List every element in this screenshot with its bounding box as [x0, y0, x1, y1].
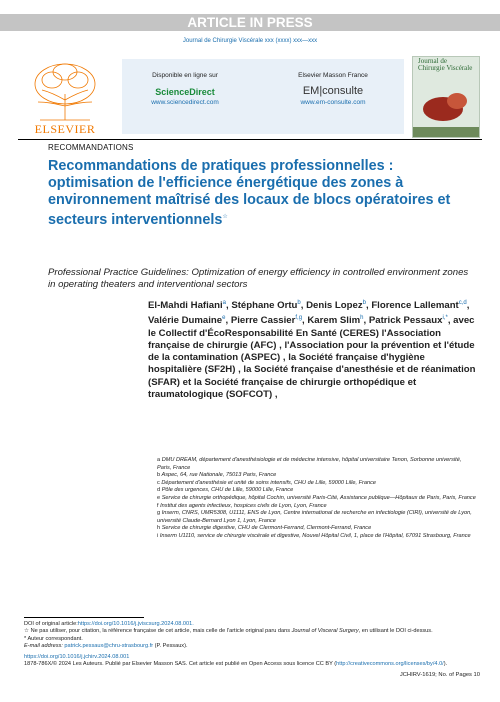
- affiliation-item: g Inserm, CNRS, UMR5308, U1111, ENS de Lyon, Centre international de recherche en infectiologie (CIRI), université de Lyon, université Claude-Bernard Lyon 1, Lyon, France: [157, 510, 472, 524]
- affiliation-item: a DMU DREAM, département d'anesthésiologie et de médecine intensive, hôpital universitaire Tenon, Sorbonne université, Paris, France: [157, 457, 462, 471]
- author-name: Pierre Cassier: [230, 315, 296, 327]
- author-sup[interactable]: b: [297, 300, 301, 306]
- article-id: JCHIRV-1619;: [399, 672, 437, 678]
- header-divider: [18, 139, 482, 140]
- affiliation-item: i Inserm U1110, service de chirurgie viscérale et digestive, Nouvel Hôpital Civil, 1, place de l'Hôpital, 67091 Strasbourg, France: [157, 532, 471, 539]
- affiliation-item: h Service de chirurgie digestive, CHU de Clermont-Ferrand, Clermont-Ferrand, France: [157, 525, 372, 532]
- journal-reference: Journal de Chirurgie Viscérale xxx (xxxx) xxx—xxx: [182, 38, 318, 44]
- author-name: Florence Lallemant: [371, 300, 459, 312]
- author-sup[interactable]: h: [360, 315, 364, 322]
- author-name: Patrick Pessaux: [368, 315, 443, 327]
- collective-authors: avec le Collectif d'ÉcoResponsabilité En Santé (CERES) l'Association française de chirurgie (AFC) , l'Association pour la prévention et l'étude de la contamination (ASPEC) , la Société française d'hygiène hospitalière (SF2H) , la Société française d'anesthésie et de réanimation (SFAR) et la Société française de chirurgie orthopédique et traumatologique (SOFCOT) ,: [148, 315, 476, 400]
- affiliation-item: b Aspec, 64, rue Nationale, 75013 Paris, France: [157, 472, 277, 479]
- page-count: No. of Pages 10: [438, 672, 480, 678]
- author-name: Karem Slim: [307, 315, 361, 327]
- author-name: Valérie Dumaine: [148, 315, 223, 327]
- affiliation-item: d Pôle des urgences, CHU de Lille, 59000 Lille, France: [157, 487, 294, 494]
- sciencedirect-logo: ScienceDirect: [155, 87, 215, 97]
- emconsulte-link[interactable]: www.em-consulte.com: [300, 99, 366, 106]
- author-name: Stéphane Ortu: [231, 300, 298, 312]
- affiliation-item: c Département d'anesthésie et unité de soins intensifs, CHU de Lille, 59000 Lille, France: [157, 479, 377, 486]
- affiliation-item: f Institut des agents infectieux, hospices civils de Lyon, Lyon, France: [157, 502, 327, 509]
- author-sup[interactable]: i,*: [442, 315, 448, 322]
- author-sup[interactable]: e: [222, 315, 226, 322]
- available-online-label: Disponible en ligne sur: [152, 72, 218, 79]
- article-title-text: Recommandations de pratiques professionnelles : optimisation de l'efficience énergétique des zones à environnement maîtrisé des locaux de blocs opératoires et secteurs interventionnels: [48, 158, 451, 228]
- author-name: El-Mahdi Hafiani: [148, 300, 223, 312]
- footnote-divider: [24, 617, 144, 618]
- corresponding-note: * Auteur correspondant.: [24, 635, 83, 642]
- article-subtitle: Professional Practice Guidelines: Optimization of energy efficiency in controlled environment zones in operating theaters and interventional sectors: [48, 267, 469, 290]
- title-star-note[interactable]: ☆: [222, 214, 228, 220]
- article-in-press-banner: ARTICLE IN PRESS: [0, 14, 500, 31]
- emconsulte-logo: EM|consulte: [302, 85, 364, 97]
- emconsulte-block: [268, 72, 398, 106]
- doi-original-link[interactable]: https://doi.org/10.1016/j.jviscsurg.2024.08.001.: [77, 621, 194, 627]
- author-sup[interactable]: a: [222, 300, 226, 306]
- section-label: RECOMMANDATIONS: [48, 143, 134, 152]
- sciencedirect-link[interactable]: www.sciencedirect.com: [151, 99, 219, 106]
- article-title: [48, 158, 478, 229]
- elsevier-wordmark: ELSEVIER: [34, 122, 96, 136]
- publisher-label: Elsevier Masson France: [298, 72, 368, 79]
- author-name: Denis Lopez: [306, 300, 363, 312]
- email-link[interactable]: patrick.pessaux@chru-strasbourg.fr: [64, 643, 154, 650]
- affiliation-item: e Service de chirurgie orthopédique, hôpital Cochin, université Paris-Cité, Assistance publique—Hôpitaux de Paris, Paris, France: [157, 494, 476, 501]
- license-link[interactable]: http://creativecommons.org/licenses/by/4.0/: [336, 661, 444, 668]
- doi-link[interactable]: https://doi.org/10.1016/j.jchirv.2024.08.001: [24, 653, 130, 660]
- footnotes: [24, 621, 480, 668]
- author-sup[interactable]: f,g: [295, 315, 303, 322]
- page-footer: [360, 672, 480, 678]
- license-line: 1878-786X/© 2024 Les Auteurs. Publié par Elsevier Masson SAS. Cet article est publié en Open Access sous licence CC BY (http://creativecommons.org/licenses/by/4.0/).: [24, 661, 448, 668]
- doi-original-line: DOI of original article:https://doi.org/10.1016/j.jviscsurg.2024.08.001.: [24, 621, 194, 627]
- cover-title: Journal de Chirurgie Viscérale: [418, 57, 473, 72]
- email-line: E-mail address: patrick.pessaux@chru-strasbourg.fr (P. Pessaux).: [24, 643, 188, 650]
- author-sup[interactable]: b: [362, 300, 366, 306]
- author-sup[interactable]: c,d: [458, 300, 467, 306]
- sciencedirect-block: [130, 72, 240, 106]
- author-list: El-Mahdi Hafiani$^a$, Stéphane Ortu$^b$, Denis Lopez$^b$, Florence Lallemant$^{c,d}$, Valérie Dumaine$^e$, Pierre Cassier$^{f,g}$, Karem Slim$^h$, Patrick Pessaux$^{i,*}$, avec le Collectif d'ÉcoResponsabilité En Santé (CERES) l'Association française de chirurgie (AFC) , l'Association pour la prévention et l'étude de la contamination (ASPEC) , la Société française d'hygiène hospitalière (SF2H) , la Société française d'anesthésie et de réanimation (SFAR) et la Société française de chirurgie orthopédique et traumatologique (SOFCOT) ,: [148, 300, 476, 400]
- affiliations: [157, 457, 477, 541]
- star-note: ☆ Ne pas utiliser, pour citation, la référence française de cet article, mais celle de l'article original paru dans Journal of Visceral Surgery, en utilisant le DOI ci-dessus.: [24, 628, 433, 635]
